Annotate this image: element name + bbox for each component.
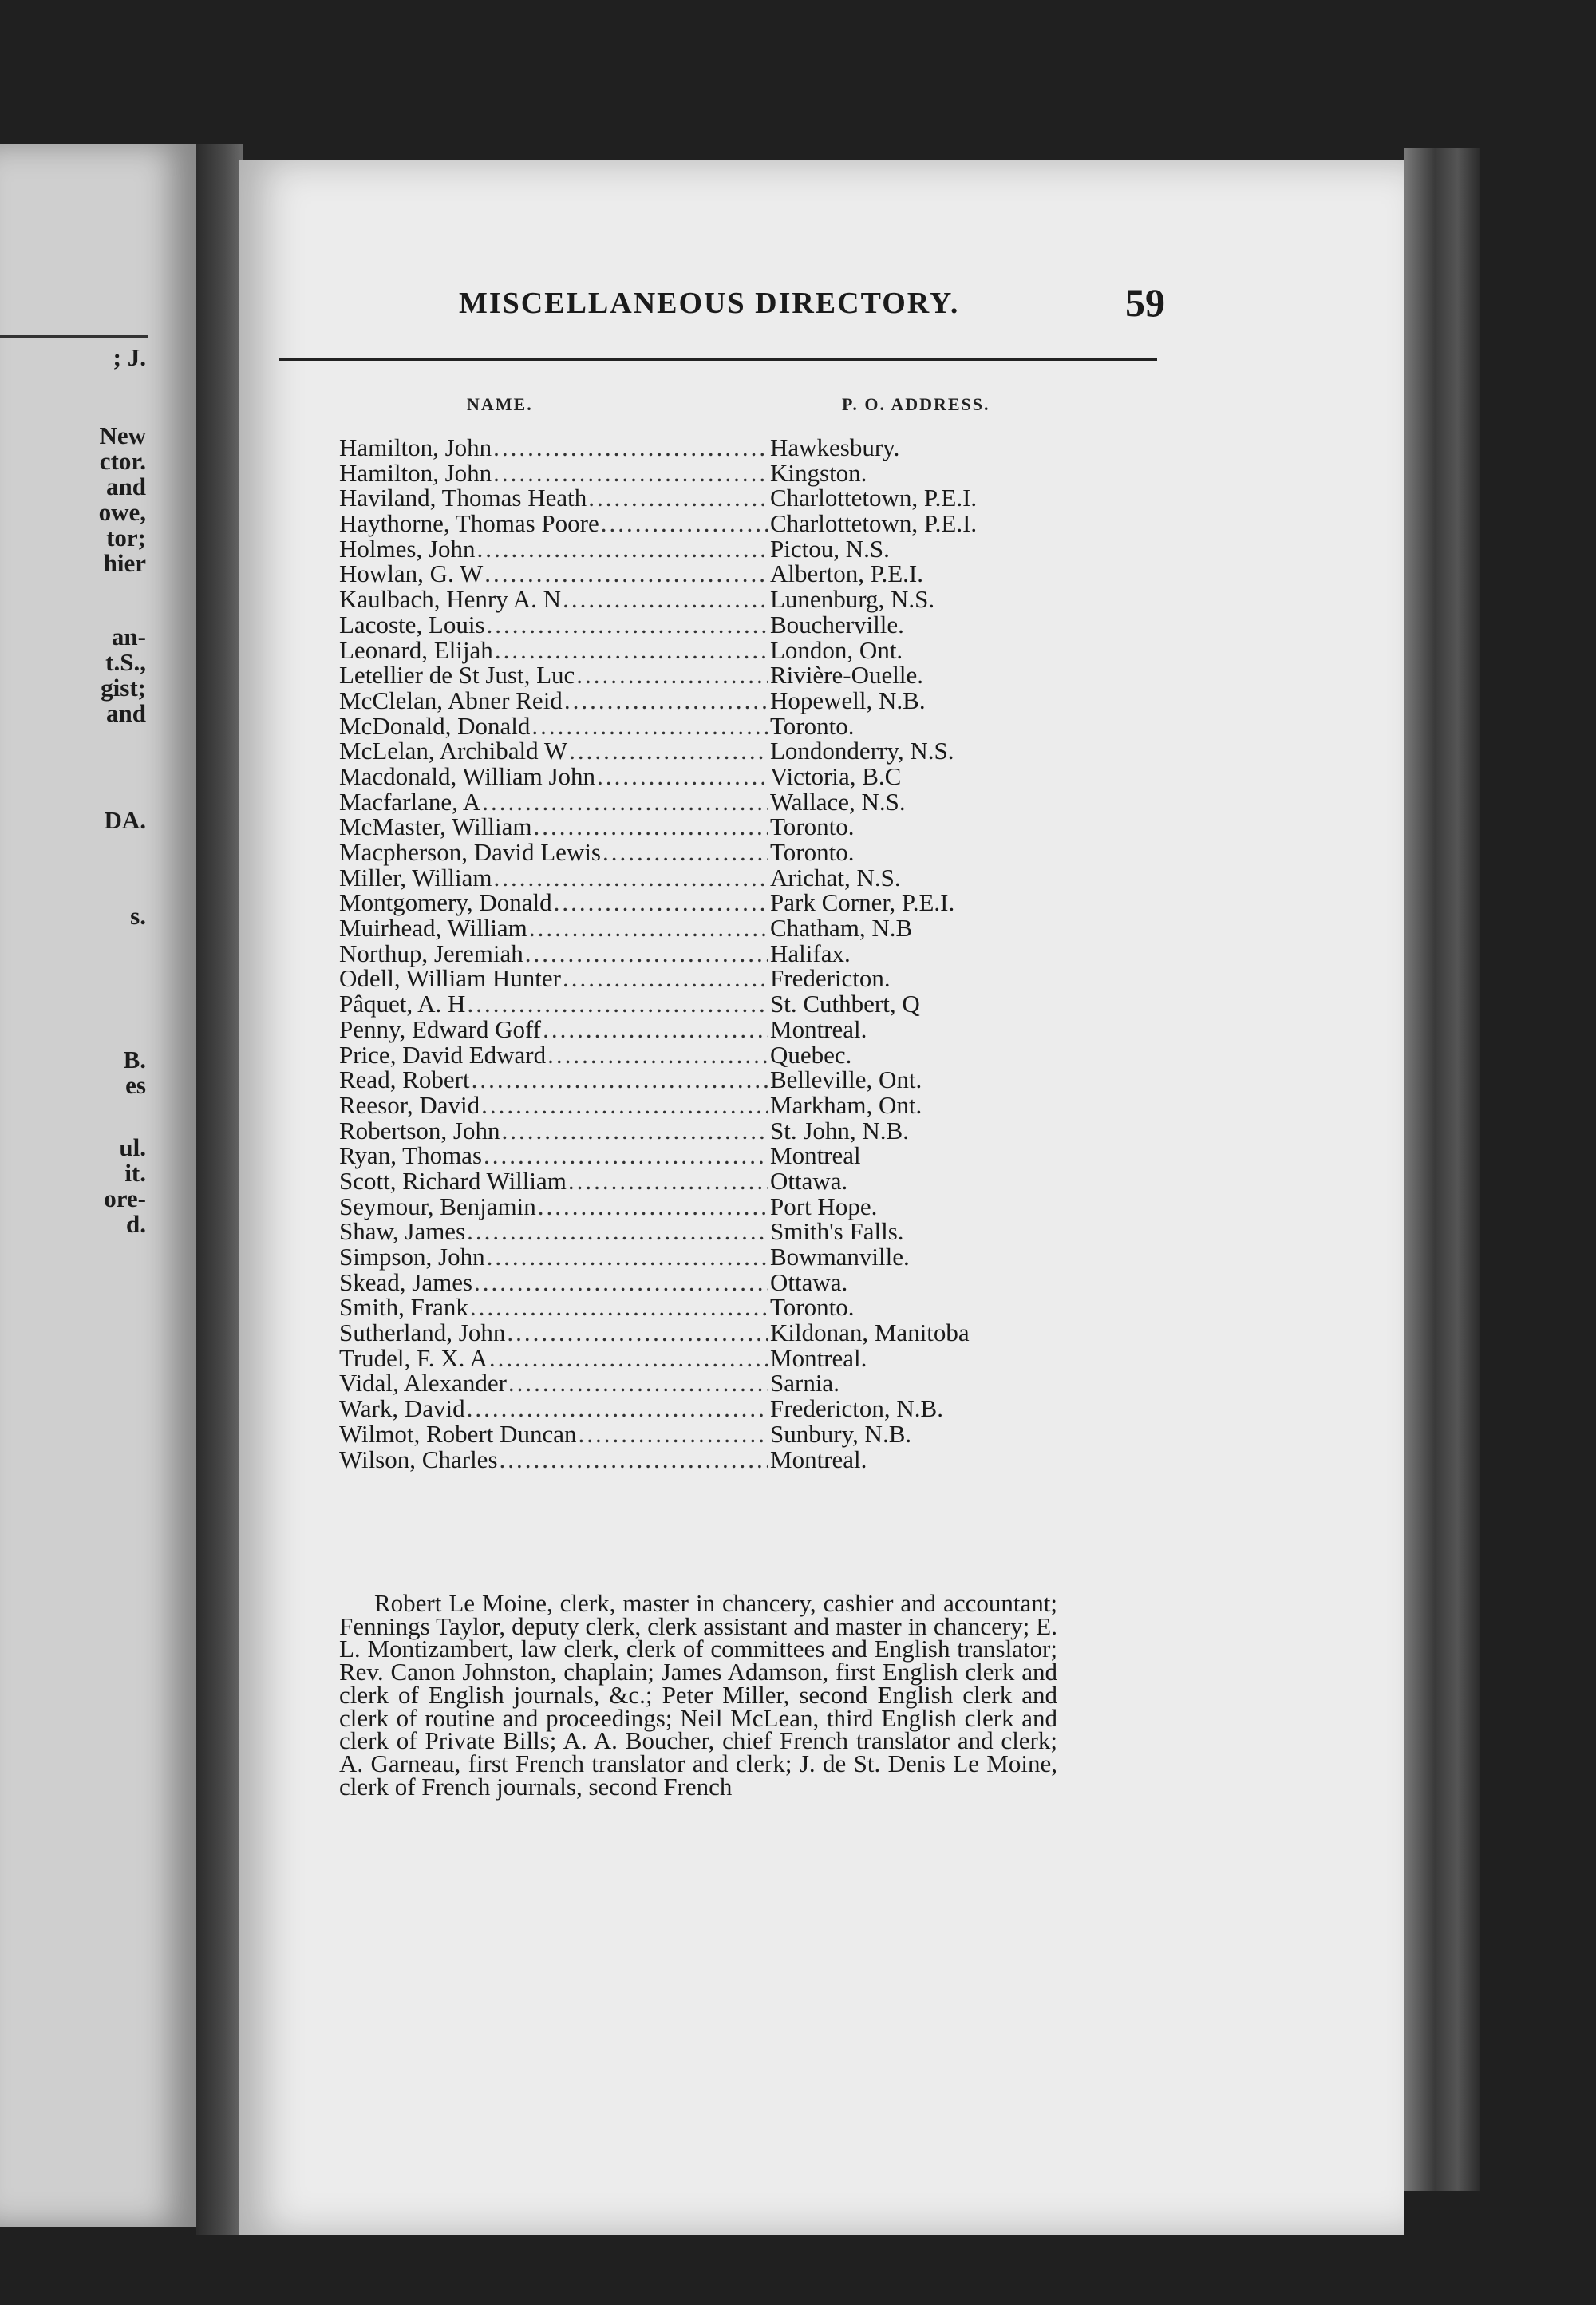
directory-row [339, 1370, 1073, 1396]
dot-leader [493, 461, 768, 486]
previous-page-fragment: es [125, 1071, 146, 1099]
directory-row [339, 1143, 1073, 1168]
entry-name: Haviland, Thomas Heath [339, 484, 587, 512]
entry-address: Ottawa. [770, 1267, 848, 1296]
directory-row [339, 536, 1073, 562]
entry-address: Londonderry, N.S. [770, 737, 954, 765]
entry-address: Smith's Falls. [770, 1217, 904, 1246]
entry-name: Letellier de St Just, Luc [339, 661, 575, 690]
directory-row [339, 711, 1073, 740]
entry-name: Howlan, G. W [339, 559, 484, 588]
directory-row [339, 1295, 1073, 1320]
previous-page-fragment: B. [123, 1046, 146, 1073]
previous-page-fragment: s. [130, 902, 146, 930]
entry-address: Toronto. [770, 711, 855, 740]
directory-row [339, 814, 1073, 840]
entry-address: Montreal. [770, 1014, 867, 1043]
entry-name: McMaster, William [339, 812, 532, 841]
directory-row [339, 1244, 1073, 1270]
header-rule [279, 358, 1157, 361]
dot-leader [601, 511, 768, 536]
entry-address: Toronto. [770, 838, 855, 866]
entry-name: Vidal, Alexander [339, 1369, 507, 1398]
dot-leader [507, 1320, 768, 1346]
entry-address: Bowmanville. [770, 1243, 910, 1271]
page-edge [1404, 148, 1480, 2191]
entry-name: Pâquet, A. H [339, 990, 466, 1018]
entry-address: Belleville, Ont. [770, 1066, 922, 1094]
entry-name: McDonald, Donald [339, 711, 531, 740]
dot-leader [547, 1042, 768, 1068]
entry-address: Victoria, B.C [770, 761, 902, 790]
entry-address: Kildonan, Manitoba [770, 1319, 970, 1347]
directory-row [339, 458, 1073, 487]
entry-name: Leonard, Elijah [339, 635, 493, 664]
previous-page-fragment: it. [124, 1159, 146, 1187]
entry-address: Sarnia. [770, 1369, 839, 1398]
entry-name: Odell, William Hunter [339, 964, 561, 993]
officers-paragraph: Robert Le Moine, clerk, master in chancery, cashier and accountant; Fennings Taylor, deputy clerk, clerk assistant and master in chancery; E. L. Montizambert, law clerk, clerk of committees and English translator; Rev. Canon Johnston, chaplain; James Adamson, first English clerk and clerk of English journals, &c.; Peter Miller, second English clerk and clerk of routine and proceedings; Neil McLean, third English clerk and clerk of Private Bills; A. A. Boucher, chief French translator and clerk; A. Garneau, first French translator and clerk; J. de St. Denis Le Moine, clerk of French journals, second French [339, 1589, 1057, 1801]
dot-leader [564, 688, 768, 714]
previous-page [0, 144, 196, 2227]
entry-name: Robertson, John [339, 1116, 500, 1145]
entry-address: St. John, N.B. [770, 1116, 909, 1145]
directory-row [339, 1320, 1073, 1346]
previous-page-fragment: ctor. [99, 447, 146, 475]
entry-address: Port Hope. [770, 1192, 878, 1220]
entry-name: Haythorne, Thomas Poore [339, 509, 599, 538]
directory-row [339, 1067, 1073, 1093]
dot-leader [554, 890, 768, 915]
dot-leader [481, 1093, 768, 1118]
entry-address: Toronto. [770, 1293, 855, 1322]
directory-row [339, 1343, 1073, 1372]
previous-page-fragment: and [106, 472, 146, 500]
entry-name: Price, David Edward [339, 1040, 547, 1069]
directory-row [339, 1090, 1073, 1119]
dot-leader [472, 1067, 768, 1093]
entry-name: Simpson, John [339, 1243, 485, 1271]
entry-address: Kingston. [770, 458, 867, 487]
previous-page-rule [0, 335, 148, 338]
page-number: 59 [1125, 280, 1165, 325]
previous-page-fragment: DA. [104, 806, 146, 834]
entry-name: Read, Robert [339, 1066, 470, 1094]
previous-page-fragment: t.S., [105, 648, 146, 676]
dot-leader [500, 1447, 768, 1473]
directory-row [339, 1219, 1073, 1244]
entry-address: Fredericton, N.B. [770, 1394, 943, 1423]
entry-address: Halifax. [770, 939, 851, 967]
directory-list [339, 435, 1073, 1472]
entry-address: Montreal. [770, 1445, 867, 1473]
column-header-address: P. O. ADDRESS. [842, 394, 990, 414]
entry-name: Reesor, David [339, 1090, 480, 1119]
dot-leader [484, 561, 768, 587]
dot-leader [543, 1017, 768, 1042]
entry-name: Scott, Richard William [339, 1166, 567, 1195]
entry-address: London, Ont. [770, 635, 903, 664]
entry-name: Sutherland, John [339, 1319, 506, 1347]
dot-leader [538, 1194, 768, 1220]
previous-page-fragment: tor; [106, 524, 146, 552]
dot-leader [493, 435, 768, 461]
directory-row [339, 738, 1073, 764]
entry-address: Charlottetown, P.E.I. [770, 484, 978, 512]
book-gutter [196, 144, 243, 2235]
entry-name: Skead, James [339, 1267, 473, 1296]
entry-address: Markham, Ont. [770, 1090, 922, 1119]
dot-leader [531, 714, 768, 739]
previous-page-fragment: owe, [98, 498, 146, 526]
dot-leader [484, 1143, 768, 1168]
dot-leader [525, 941, 768, 967]
entry-address: Sunbury, N.B. [770, 1419, 912, 1448]
dot-leader [533, 814, 768, 840]
column-header-name: NAME. [467, 394, 533, 414]
dot-leader [487, 1244, 768, 1270]
directory-row [339, 840, 1073, 865]
directory-row [339, 1421, 1073, 1447]
directory-row [339, 1014, 1073, 1043]
entry-name: Miller, William [339, 863, 492, 892]
entry-name: Shaw, James [339, 1217, 466, 1246]
dot-leader [563, 966, 768, 991]
entry-name: Macfarlane, A [339, 787, 481, 816]
previous-page-fragment: ore- [104, 1184, 146, 1212]
dot-leader [482, 789, 768, 815]
entry-address: Montreal. [770, 1343, 867, 1372]
directory-row [339, 1447, 1073, 1473]
dot-leader [489, 1346, 768, 1371]
directory-row [339, 688, 1073, 714]
previous-page-fragment: and [106, 699, 146, 727]
directory-row [339, 789, 1073, 815]
dot-leader [602, 840, 768, 865]
directory-row [339, 561, 1073, 587]
dot-leader [494, 865, 768, 891]
directory-row [339, 941, 1073, 967]
previous-page-fragment: an- [111, 623, 146, 650]
dot-leader [576, 662, 768, 688]
entry-name: Wilmot, Robert Duncan [339, 1419, 577, 1448]
dot-leader [477, 536, 769, 562]
running-header: MISCELLANEOUS DIRECTORY. [459, 287, 960, 320]
entry-name: Wark, David [339, 1394, 465, 1423]
directory-row [339, 1267, 1073, 1296]
previous-page-fragment: ul. [119, 1133, 146, 1161]
directory-row [339, 1168, 1073, 1194]
entry-address: Rivière-Ouelle. [770, 661, 923, 690]
dot-leader [563, 587, 768, 612]
dot-leader [588, 485, 768, 511]
previous-page-fragment: gist; [101, 674, 146, 702]
entry-name: Seymour, Benjamin [339, 1192, 536, 1220]
directory-row [339, 966, 1073, 991]
dot-leader [502, 1118, 769, 1144]
entry-name: Northup, Jeremiah [339, 939, 523, 967]
entry-address: St. Cuthbert, Q [770, 990, 920, 1018]
previous-page-fragment: ; J. [113, 343, 146, 371]
dot-leader [495, 638, 768, 663]
previous-page-fragment: hier [103, 549, 146, 577]
entry-address: Arichat, N.S. [770, 863, 901, 892]
directory-row [339, 1194, 1073, 1220]
directory-row [339, 1396, 1073, 1421]
entry-name: Holmes, John [339, 534, 476, 563]
entry-address: Lunenburg, N.S. [770, 585, 935, 614]
dot-leader [529, 915, 768, 941]
dot-leader [597, 764, 768, 789]
dot-leader [579, 1421, 769, 1447]
entry-address: Wallace, N.S. [770, 787, 906, 816]
entry-address: Pictou, N.S. [770, 534, 890, 563]
entry-name: Smith, Frank [339, 1293, 468, 1322]
entry-name: Wilson, Charles [339, 1445, 498, 1473]
entry-name: McLelan, Archibald W [339, 737, 568, 765]
entry-address: Alberton, P.E.I. [770, 559, 924, 588]
entry-name: Macdonald, William John [339, 761, 596, 790]
entry-address: Chatham, N.B [770, 914, 913, 943]
dot-leader [467, 1396, 768, 1421]
previous-page-fragment: New [99, 421, 146, 449]
entry-address: Ottawa. [770, 1166, 848, 1195]
entry-name: Penny, Edward Goff [339, 1014, 542, 1043]
entry-address: Charlottetown, P.E.I. [770, 509, 978, 538]
entry-address: Park Corner, P.E.I. [770, 888, 955, 917]
directory-row [339, 662, 1073, 688]
directory-row [339, 865, 1073, 891]
directory-row [339, 991, 1073, 1017]
dot-leader [474, 1270, 768, 1295]
entry-name: Macpherson, David Lewis [339, 838, 601, 866]
entry-name: Muirhead, William [339, 914, 527, 943]
dot-leader [569, 738, 768, 764]
directory-row [339, 612, 1073, 638]
directory-row [339, 485, 1073, 511]
directory-row [339, 1042, 1073, 1068]
dot-leader [568, 1168, 768, 1194]
directory-row [339, 1118, 1073, 1144]
dot-leader [487, 612, 768, 638]
directory-row [339, 915, 1073, 941]
dot-leader [508, 1370, 768, 1396]
directory-row [339, 511, 1073, 536]
directory-row [339, 587, 1073, 612]
directory-row [339, 761, 1073, 790]
entry-address: Hopewell, N.B. [770, 686, 926, 714]
entry-name: Lacoste, Louis [339, 610, 485, 639]
entry-address: Hawkesbury. [770, 433, 900, 461]
entry-name: McClelan, Abner Reid [339, 686, 563, 714]
entry-name: Hamilton, John [339, 458, 492, 487]
entry-address: Toronto. [770, 812, 855, 841]
directory-row [339, 890, 1073, 915]
entry-name: Ryan, Thomas [339, 1141, 483, 1170]
entry-name: Hamilton, John [339, 433, 492, 461]
directory-row [339, 635, 1073, 664]
previous-page-fragment: d. [126, 1210, 146, 1238]
entry-address: Quebec. [770, 1040, 852, 1069]
entry-name: Kaulbach, Henry A. N [339, 585, 562, 614]
entry-address: Boucherville. [770, 610, 904, 639]
dot-leader [467, 991, 768, 1017]
dot-leader [470, 1295, 768, 1320]
dot-leader [467, 1219, 768, 1244]
entry-name: Montgomery, Donald [339, 888, 552, 917]
entry-address: Montreal [770, 1141, 861, 1170]
entry-name: Trudel, F. X. A [339, 1343, 488, 1372]
directory-row [339, 435, 1073, 461]
entry-address: Fredericton. [770, 964, 891, 993]
